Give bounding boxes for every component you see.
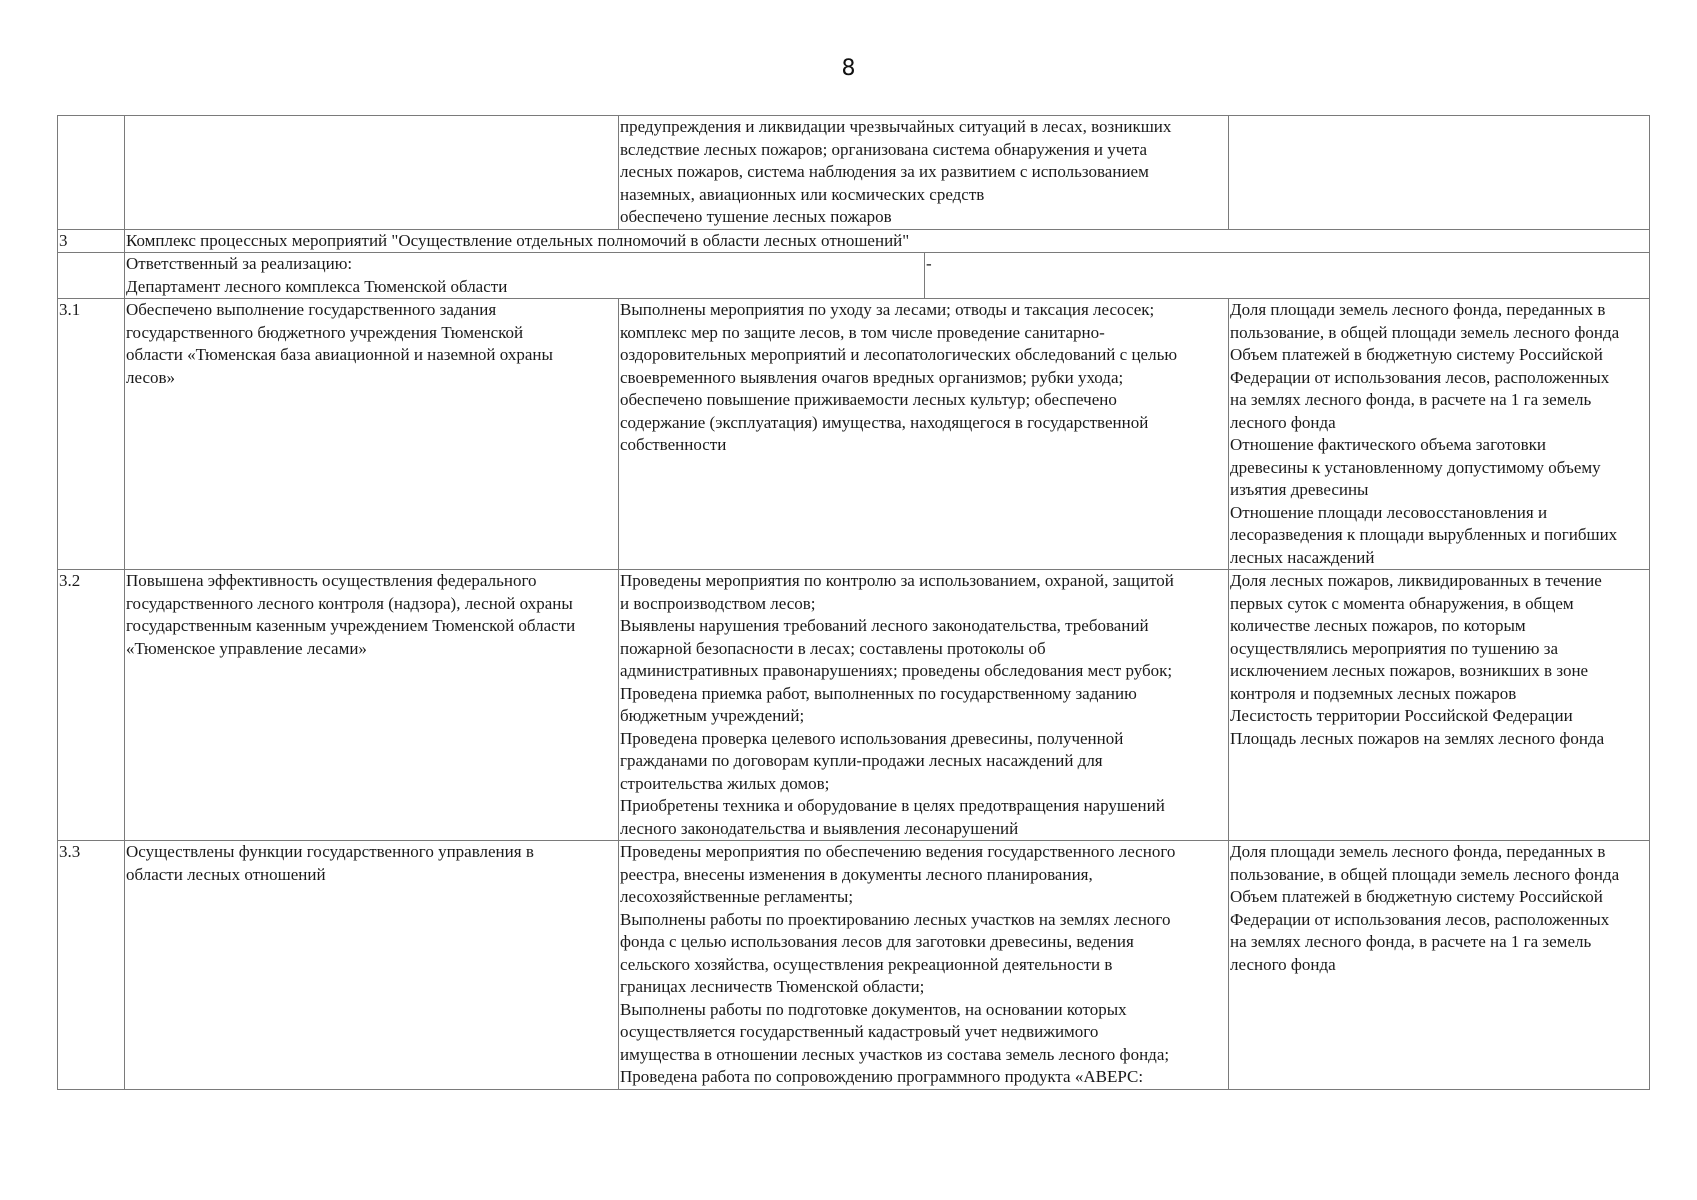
text-line: Проведена проверка целевого использования древесины, полученной (620, 728, 1124, 748)
text-line: лесных насаждений (1230, 547, 1375, 567)
responsible-row (58, 253, 1650, 299)
responsible-name: Департамент лесного комплекса Тюменской области (126, 276, 508, 296)
text-line: вследствие лесных пожаров; организована система обнаружения и учета (620, 139, 1148, 159)
cell-task (125, 116, 619, 230)
section-header-row (58, 229, 1650, 253)
text-line: имущества в отношении лесных участков из состава земель лесного фонда; (620, 1044, 1170, 1064)
page-number: 8 (841, 56, 856, 81)
text-line: предупреждения и ликвидации чрезвычайных ситуаций в лесах, возникших (620, 117, 1172, 136)
text-line: гражданами по договорам купли-продажи лесных насаждений для (620, 751, 1103, 770)
text-line: комплекс мер по защите лесов, в том числе проведение санитарно- (620, 322, 1105, 342)
cell-indicators (1229, 299, 1650, 570)
text-line: лесохозяйственные регламенты; (620, 887, 854, 906)
text-line: Доля площади земель лесного фонда, переданных в (1230, 842, 1606, 861)
text-line: пользование, в общей площади земель лесного фонда (1230, 864, 1620, 884)
text-line: Проведены мероприятия по контролю за использованием, охраной, защитой (620, 571, 1174, 590)
text-line: Проведена работа по сопровождению программного продукта «АВЕРС: (620, 1067, 1144, 1086)
text-line: Площадь лесных пожаров на землях лесного фонда (1230, 728, 1605, 748)
text-line: области «Тюменская база авиационной и наземной охраны (126, 345, 553, 364)
text-line: государственного лесного контроля (надзора), лесной охраны (126, 593, 573, 613)
text-line: государственного бюджетного учреждения Тюменской (126, 322, 524, 342)
text-line: Выполнены работы по проектированию лесных участков на землях лесного (620, 909, 1171, 929)
text-line: лесов» (126, 367, 176, 387)
responsible-label: Ответственный за реализацию: (126, 254, 353, 273)
row-number: 3.2 (58, 570, 125, 841)
text-line: исключением лесных пожаров, возникших в зоне (1230, 661, 1589, 680)
text-line: первых суток с момента обнаружения, в общем (1230, 593, 1574, 613)
text-line: Федерации от использования лесов, расположенных (1230, 367, 1610, 387)
text-line: Доля лесных пожаров, ликвидированных в течение (1230, 571, 1602, 590)
text-line: содержание (эксплуатация) имущества, находящегося в государственной (620, 412, 1149, 432)
text-line: на землях лесного фонда, в расчете на 1 га земель (1230, 390, 1592, 409)
text-line: древесины к установленному допустимому объему (1230, 457, 1601, 477)
section-title: Комплекс процессных мероприятий "Осуществление отдельных полномочий в области лесных отношений" (125, 229, 1650, 253)
cell-results (619, 299, 1229, 570)
cell-number (58, 116, 125, 230)
text-line: Доля площади земель лесного фонда, переданных в (1230, 300, 1606, 319)
text-line: на землях лесного фонда, в расчете на 1 га земель (1230, 932, 1592, 951)
text-line: лесного фонда (1230, 412, 1336, 432)
text-line: Приобретены техника и оборудование в целях предотвращения нарушений (620, 796, 1165, 815)
cell-indicators (1229, 116, 1650, 230)
text-line: строительства жилых домов; (620, 773, 830, 793)
cell-indicators (1229, 841, 1650, 1090)
text-line: осуществляется государственный кадастровый учет недвижимого (620, 1022, 1099, 1041)
text-line: «Тюменское управление лесами» (126, 638, 367, 658)
text-line: Отношение фактического объема заготовки (1230, 435, 1546, 454)
cell-task (125, 570, 619, 841)
text-line: Лесистость территории Российской Федерации (1230, 706, 1573, 725)
cell-task (125, 841, 619, 1090)
text-line: контроля и подземных лесных пожаров (1230, 683, 1517, 703)
text-line: бюджетным учреждений; (620, 706, 805, 725)
text-line: и воспроизводством лесов; (620, 593, 816, 613)
text-line: изъятия древесины (1230, 480, 1369, 499)
text-line: наземных, авиационных или космических средств (620, 184, 985, 204)
cell-results (619, 570, 1229, 841)
text-line: собственности (620, 435, 727, 454)
table-row (58, 299, 1650, 570)
text-line: оздоровительных мероприятий и лесопатологических обследований с целью (620, 345, 1178, 364)
text-line: пожарной безопасности в лесах; составлены протоколы об (620, 638, 1046, 658)
text-line: лесного законодательства и выявления лесонарушений (620, 818, 1019, 838)
responsible-dash: - (925, 253, 1650, 299)
cell-results (619, 116, 1229, 230)
text-line: своевременного выявления очагов вредных организмов; рубки ухода; (620, 367, 1124, 387)
text-line: фонда с целью использования лесов для заготовки древесины, ведения (620, 932, 1134, 951)
text-line: Обеспечено выполнение государственного задания (126, 300, 497, 319)
responsible-cell (125, 253, 925, 299)
cell-indicators (1229, 570, 1650, 841)
text-line: пользование, в общей площади земель лесного фонда (1230, 322, 1620, 342)
text-line: административных правонарушениях; проведены обследования мест рубок; (620, 661, 1173, 680)
text-line: Проведена приемка работ, выполненных по государственному заданию (620, 683, 1137, 703)
text-line: Выполнены работы по подготовке документов, на основании которых (620, 999, 1127, 1019)
text-line: Проведены мероприятия по обеспечению ведения государственного лесного (620, 842, 1176, 861)
table-row (58, 570, 1650, 841)
table-row (58, 841, 1650, 1090)
text-line: Федерации от использования лесов, расположенных (1230, 909, 1610, 929)
program-table (57, 115, 1650, 1090)
text-line: границах лесничеств Тюменской области; (620, 977, 925, 996)
cell-results (619, 841, 1229, 1090)
cell-number (58, 253, 125, 299)
continuation-row (58, 116, 1650, 230)
text-line: Выполнены мероприятия по уходу за лесами; отводы и таксация лесосек; (620, 300, 1155, 319)
text-line: осуществлялись мероприятия по тушению за (1230, 638, 1559, 658)
text-line: государственным казенным учреждением Тюменской области (126, 616, 576, 635)
text-line: сельского хозяйства, осуществления рекреационной деятельности в (620, 954, 1113, 974)
text-line: Повышена эффективность осуществления федерального (126, 571, 537, 590)
text-line: Отношение площади лесовосстановления и (1230, 502, 1548, 522)
text-line: обеспечено повышение приживаемости лесных культур; обеспечено (620, 390, 1117, 409)
section-number: 3 (58, 229, 125, 253)
text-line: обеспечено тушение лесных пожаров (620, 207, 892, 226)
text-line: количестве лесных пожаров, по которым (1230, 616, 1526, 635)
text-line: Осуществлены функции государственного управления в (126, 842, 534, 861)
text-line: Выявлены нарушения требований лесного законодательства, требований (620, 616, 1149, 635)
row-number: 3.1 (58, 299, 125, 570)
text-line: лесоразведения к площади вырубленных и погибших (1230, 525, 1618, 544)
text-line: лесного фонда (1230, 954, 1336, 974)
cell-task (125, 299, 619, 570)
text-line: Объем платежей в бюджетную систему Российской (1230, 887, 1603, 906)
text-line: Объем платежей в бюджетную систему Российской (1230, 345, 1603, 364)
text-line: реестра, внесены изменения в документы лесного планирования, (620, 864, 1093, 884)
row-number: 3.3 (58, 841, 125, 1090)
text-line: области лесных отношений (126, 864, 326, 884)
text-line: лесных пожаров, система наблюдения за их развитием с использованием (620, 162, 1149, 181)
